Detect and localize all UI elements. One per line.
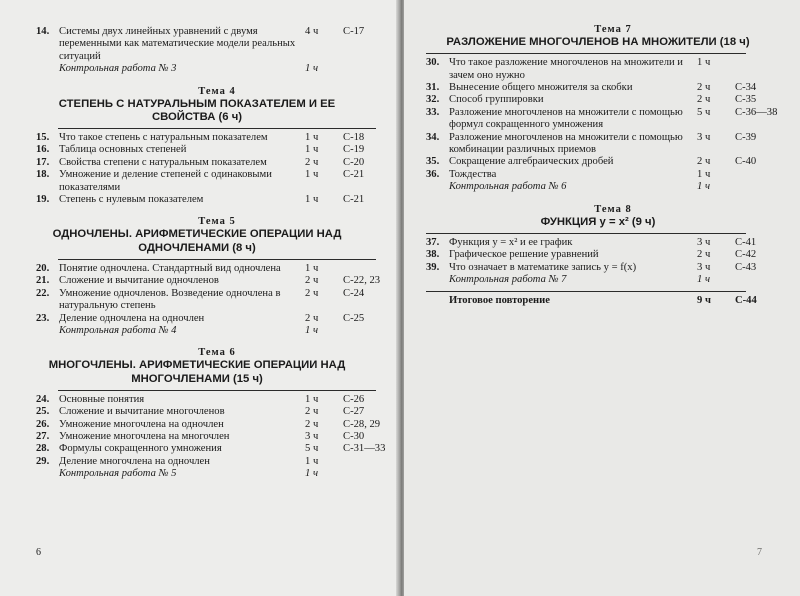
lesson-code: С-27 bbox=[343, 406, 365, 418]
lesson-number: 31. bbox=[426, 82, 440, 94]
lesson-title: Степень с нулевым показателем bbox=[59, 194, 204, 206]
lesson-hours: 1 ч bbox=[305, 132, 319, 144]
lesson-code: С-26 bbox=[343, 393, 365, 405]
theme-title: РАЗЛОЖЕНИЕ МНОГОЧЛЕНОВ НА МНОЖИТЕЛИ (18 ч) bbox=[446, 36, 750, 48]
theme-title: МНОГОЧЛЕНЫ. АРИФМЕТИЧЕСКИЕ ОПЕРАЦИИ НАД МНОГОЧЛЕНАМИ (15 ч) bbox=[48, 359, 346, 385]
lesson-number: 16. bbox=[36, 144, 50, 156]
lesson-title: Умножение многочлена на одночлен bbox=[59, 418, 224, 430]
lesson-number: 27. bbox=[36, 430, 50, 442]
lesson-number: 33. bbox=[426, 106, 440, 118]
theme-number: Тема 5 bbox=[198, 216, 236, 228]
lesson-title: Умножение многочлена на многочлен bbox=[59, 430, 230, 442]
theme-divider bbox=[58, 128, 376, 129]
lesson-code: С-21 bbox=[343, 194, 365, 206]
lesson-row bbox=[426, 82, 800, 94]
control-work-row bbox=[36, 325, 398, 337]
lesson-title: Основные понятия bbox=[59, 393, 145, 405]
lesson-title: Функция y = x² и ее график bbox=[449, 236, 573, 248]
lesson-number: 18. bbox=[36, 169, 50, 181]
lesson-code: С-30 bbox=[343, 430, 365, 442]
lesson-number: 17. bbox=[36, 156, 50, 168]
theme-divider bbox=[58, 390, 376, 391]
lesson-code: С-31—33 bbox=[343, 443, 386, 455]
lesson-row bbox=[36, 194, 398, 206]
lesson-hours: 9 ч bbox=[697, 294, 711, 306]
lesson-hours: 4 ч bbox=[305, 26, 319, 37]
lesson-code: С-17 bbox=[343, 26, 365, 37]
lesson-title: Контрольная работа № 6 bbox=[449, 181, 567, 193]
lesson-number: 25. bbox=[36, 406, 50, 418]
lesson-title: Умножение и деление степеней с одинаковыми показателями bbox=[59, 169, 272, 193]
lesson-hours: 3 ч bbox=[697, 236, 711, 248]
lesson-number: 30. bbox=[426, 57, 440, 69]
lesson-row bbox=[36, 419, 398, 431]
lesson-number: 23. bbox=[36, 312, 50, 324]
divider-final bbox=[426, 291, 746, 292]
lesson-code: С-21 bbox=[343, 169, 365, 181]
lesson-hours: 2 ч bbox=[697, 82, 711, 94]
lesson-hours: 3 ч bbox=[305, 430, 319, 442]
lesson-row bbox=[426, 262, 800, 274]
control-work-row bbox=[36, 63, 398, 75]
lesson-number: 35. bbox=[426, 156, 440, 168]
lesson-number: 21. bbox=[36, 275, 50, 287]
lesson-hours: 2 ч bbox=[697, 249, 711, 261]
lesson-title: Способ группировки bbox=[449, 94, 544, 106]
lesson-title: Вынесение общего множителя за скобки bbox=[449, 82, 633, 94]
right-themes bbox=[426, 24, 800, 287]
lesson-row bbox=[36, 132, 398, 144]
theme-section bbox=[426, 24, 800, 194]
lesson-number: 20. bbox=[36, 262, 50, 274]
lesson-title: Что означает в математике запись y = f(x) bbox=[449, 261, 637, 273]
lesson-hours: 2 ч bbox=[697, 156, 711, 168]
lesson-title: Контрольная работа № 7 bbox=[449, 274, 567, 286]
lesson-hours: 1 ч bbox=[305, 393, 319, 405]
lesson-title: Понятие одночлена. Стандартный вид одночлена bbox=[59, 262, 281, 274]
lesson-title: Что такое разложение многочленов на множители и зачем оно нужно bbox=[449, 57, 683, 81]
left-themes bbox=[36, 86, 398, 481]
lesson-code: С-42 bbox=[735, 249, 757, 261]
lesson-row bbox=[36, 431, 398, 443]
lesson-row bbox=[426, 107, 800, 132]
theme-number: Тема 4 bbox=[198, 85, 236, 97]
lesson-code: С-34 bbox=[735, 82, 757, 94]
final-review-row bbox=[426, 295, 800, 307]
lesson-row bbox=[426, 169, 800, 181]
lesson-hours: 2 ч bbox=[305, 312, 319, 324]
lesson-row bbox=[426, 132, 800, 157]
lesson-title: Умножение одночленов. Возведение одночлена в натуральную степень bbox=[59, 287, 281, 312]
lesson-hours: 3 ч bbox=[697, 131, 711, 143]
lesson-code: С-28, 29 bbox=[343, 418, 381, 430]
lesson-row bbox=[36, 275, 398, 287]
lesson-hours: 1 ч bbox=[305, 324, 318, 336]
lesson-hours: 2 ч bbox=[305, 406, 319, 418]
control-work-row bbox=[36, 468, 398, 480]
lesson-title: Таблица основных степеней bbox=[59, 144, 187, 156]
lesson-title: Сложение и вычитание многочленов bbox=[59, 406, 225, 418]
lesson-hours: 2 ч bbox=[305, 287, 319, 299]
lesson-hours: 1 ч bbox=[697, 57, 711, 69]
lesson-hours: 2 ч bbox=[305, 418, 319, 430]
lesson-number: 32. bbox=[426, 94, 440, 106]
lesson-row bbox=[426, 249, 800, 261]
theme-divider bbox=[58, 259, 376, 260]
lesson-hours: 1 ч bbox=[305, 169, 319, 181]
lesson-number: 15. bbox=[36, 132, 50, 144]
lesson-code: С-40 bbox=[735, 156, 757, 168]
lesson-number: 34. bbox=[426, 131, 440, 143]
lesson-title: Сложение и вычитание одночленов bbox=[59, 275, 219, 287]
lesson-hours: 1 ч bbox=[697, 274, 710, 286]
lesson-row bbox=[36, 169, 398, 194]
lesson-row bbox=[36, 288, 398, 313]
left-page bbox=[0, 0, 398, 596]
lesson-code: С-44 bbox=[735, 294, 757, 306]
lesson-code: С-36—38 bbox=[735, 106, 778, 118]
theme-section bbox=[36, 86, 398, 207]
lesson-number: 37. bbox=[426, 236, 440, 248]
control-work-row bbox=[426, 181, 800, 193]
left-pre-rows bbox=[36, 26, 398, 76]
lesson-row bbox=[426, 94, 800, 106]
lesson-row bbox=[36, 144, 398, 156]
control-work-row bbox=[426, 274, 800, 286]
lesson-row bbox=[36, 406, 398, 418]
lesson-hours: 5 ч bbox=[305, 443, 319, 455]
lesson-number: 19. bbox=[36, 194, 50, 206]
final-row-wrap bbox=[426, 295, 800, 307]
lesson-row bbox=[36, 313, 398, 325]
lesson-code: С-19 bbox=[343, 144, 365, 156]
theme-section bbox=[36, 216, 398, 337]
lesson-hours: 1 ч bbox=[305, 144, 319, 156]
theme-number: Тема 7 bbox=[594, 24, 632, 35]
lesson-number: 36. bbox=[426, 168, 440, 180]
lesson-title: Что такое степень с натуральным показателем bbox=[59, 132, 268, 144]
lesson-hours: 1 ч bbox=[697, 181, 710, 193]
lesson-title: Свойства степени с натуральным показателем bbox=[59, 156, 267, 168]
lesson-title: Формулы сокращенного умножения bbox=[59, 443, 222, 455]
lesson-hours: 5 ч bbox=[697, 106, 711, 118]
lesson-title: Контрольная работа № 5 bbox=[59, 468, 177, 480]
right-page bbox=[404, 0, 800, 596]
lesson-title: Тождества bbox=[449, 168, 497, 180]
lesson-row bbox=[426, 237, 800, 249]
lesson-number: 22. bbox=[36, 287, 50, 299]
lesson-code: С-20 bbox=[343, 156, 365, 168]
lesson-hours: 2 ч bbox=[305, 275, 319, 287]
theme-title: СТЕПЕНЬ С НАТУРАЛЬНЫМ ПОКАЗАТЕЛЕМ И ЕЕ СВОЙСТВА (6 ч) bbox=[58, 97, 336, 123]
lesson-code: С-39 bbox=[735, 131, 757, 143]
lesson-number: 38. bbox=[426, 249, 440, 261]
lesson-title: Контрольная работа № 3 bbox=[59, 63, 177, 75]
lesson-title: Графическое решение уравнений bbox=[449, 249, 599, 261]
lesson-row bbox=[36, 443, 398, 455]
theme-number: Тема 6 bbox=[198, 347, 236, 359]
lesson-title: Итоговое повторение bbox=[449, 294, 550, 306]
theme-number: Тема 8 bbox=[594, 203, 632, 215]
lesson-hours: 1 ч bbox=[305, 262, 319, 274]
lesson-title: Системы двух линейных уравнений с двумя переменными как математические модели реальных ситуаций bbox=[59, 26, 296, 62]
lesson-number: 28. bbox=[36, 443, 50, 455]
lesson-row bbox=[36, 456, 398, 468]
lesson-title: Контрольная работа № 4 bbox=[59, 324, 177, 336]
lesson-number: 39. bbox=[426, 261, 440, 273]
lesson-hours: 1 ч bbox=[305, 455, 319, 467]
lesson-code: С-41 bbox=[735, 236, 757, 248]
lesson-row bbox=[426, 156, 800, 168]
lesson-code: С-25 bbox=[343, 312, 365, 324]
lesson-title: Деление одночлена на одночлен bbox=[59, 312, 205, 324]
lesson-number: 29. bbox=[36, 455, 50, 467]
lesson-title: Разложение многочленов на множители с помощью комбинации различных приемов bbox=[449, 131, 683, 156]
theme-title: ФУНКЦИЯ y = x² (9 ч) bbox=[540, 215, 656, 228]
lesson-hours: 2 ч bbox=[697, 94, 711, 106]
lesson-code: С-43 bbox=[735, 261, 757, 273]
lesson-hours: 1 ч bbox=[305, 468, 318, 480]
theme-title: ОДНОЧЛЕНЫ. АРИФМЕТИЧЕСКИЕ ОПЕРАЦИИ НАД ОДНОЧЛЕНАМИ (8 ч) bbox=[52, 228, 342, 254]
lesson-number: 24. bbox=[36, 393, 50, 405]
theme-section bbox=[36, 347, 398, 480]
lesson-hours: 3 ч bbox=[697, 261, 711, 273]
lesson-row bbox=[36, 263, 398, 275]
lesson-row bbox=[36, 394, 398, 406]
lesson-row bbox=[426, 57, 800, 82]
lesson-row bbox=[36, 157, 398, 169]
page-number-right: 7 bbox=[757, 547, 762, 558]
lesson-code: С-24 bbox=[343, 287, 365, 299]
lesson-code: С-22, 23 bbox=[343, 275, 381, 287]
lesson-row bbox=[36, 26, 398, 63]
lesson-code: С-18 bbox=[343, 132, 365, 144]
theme-divider bbox=[426, 233, 746, 234]
theme-section bbox=[426, 204, 800, 287]
lesson-code: С-35 bbox=[735, 94, 757, 106]
lesson-hours: 1 ч bbox=[305, 194, 319, 206]
lesson-number: 26. bbox=[36, 418, 50, 430]
lesson-hours: 1 ч bbox=[305, 63, 318, 75]
theme-divider bbox=[426, 53, 746, 54]
lesson-title: Разложение многочленов на множители с помощью формул сокращенного умножения bbox=[449, 106, 683, 131]
lesson-title: Деление многочлена на одночлен bbox=[59, 455, 210, 467]
lesson-number: 14. bbox=[36, 26, 50, 37]
lesson-title: Сокращение алгебраических дробей bbox=[449, 156, 614, 168]
lesson-hours: 2 ч bbox=[305, 156, 319, 168]
lesson-hours: 1 ч bbox=[697, 168, 711, 180]
page-number-left: 6 bbox=[36, 547, 41, 558]
